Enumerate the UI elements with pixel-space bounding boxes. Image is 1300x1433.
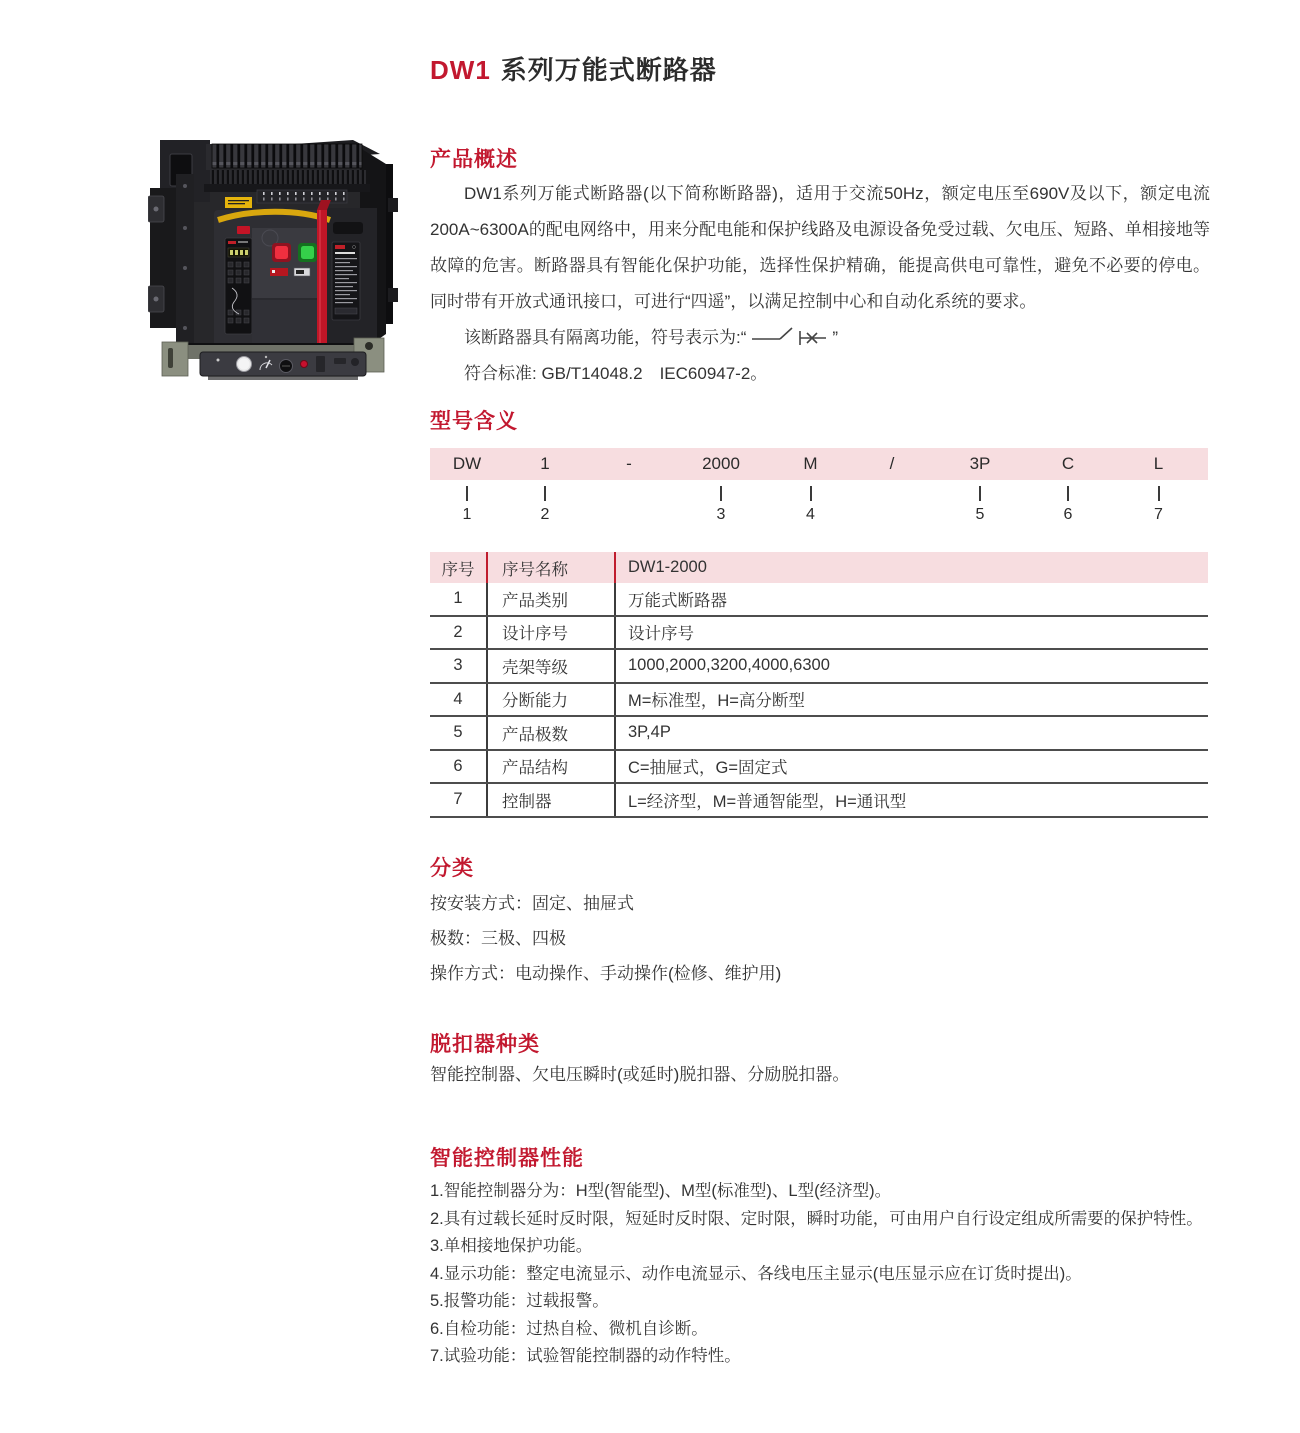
column-header: DW1-2000 bbox=[615, 552, 1208, 583]
table-cell: 设计序号 bbox=[615, 616, 1208, 650]
table-cell: 壳架等级 bbox=[487, 649, 615, 683]
model-spec-table bbox=[430, 552, 1208, 818]
table-cell: M=标准型，H=高分断型 bbox=[615, 683, 1208, 717]
breaker-product-image bbox=[148, 138, 403, 388]
performance-item: 3.单相接地保护功能。 bbox=[430, 1237, 593, 1255]
table-cell: 1000,2000,3200,4000,6300 bbox=[615, 649, 1208, 683]
model-segment: L bbox=[1153, 454, 1164, 473]
table-row bbox=[430, 649, 1208, 683]
page-title-model: DW1 bbox=[430, 55, 491, 85]
page-title-text: 系列万能式断路器 bbox=[500, 55, 717, 85]
segment-number: 7 bbox=[1154, 506, 1163, 523]
performance-item: 5.报警功能：过载报警。 bbox=[430, 1292, 609, 1310]
classification-line: 操作方式：电动操作、手动操作(检修、维护用) bbox=[430, 964, 782, 983]
table-row bbox=[430, 750, 1208, 784]
table-cell: C=抽屉式，G=固定式 bbox=[615, 750, 1208, 784]
table-cell: 控制器 bbox=[487, 783, 615, 817]
tick-mark bbox=[851, 484, 933, 502]
performance-heading: 智能控制器性能 bbox=[430, 1147, 584, 1170]
standards-note: 符合标准: GB/T14048.2 IEC60947-2。 bbox=[464, 364, 768, 383]
table-cell: L=经济型，M=普通智能型，H=通讯型 bbox=[615, 783, 1208, 817]
table-cell: 3 bbox=[430, 649, 487, 683]
model-number-row bbox=[430, 504, 1208, 526]
table-row bbox=[430, 616, 1208, 650]
performance-item: 1.智能控制器分为：H型(智能型)、M型(标准型)、L型(经济型)。 bbox=[430, 1182, 892, 1200]
table-header-row bbox=[430, 552, 1208, 583]
model-segment: C bbox=[1061, 454, 1075, 473]
model-segment: 3P bbox=[969, 454, 991, 473]
table-cell: 分断能力 bbox=[487, 683, 615, 717]
table-row bbox=[430, 583, 1208, 616]
segment-number: 1 bbox=[462, 506, 472, 523]
table-cell: 6 bbox=[430, 750, 487, 784]
table-cell: 产品类别 bbox=[487, 583, 615, 616]
isolation-note: 该断路器具有隔离功能，符号表示为:“ ” bbox=[430, 320, 1210, 356]
table-cell: 1 bbox=[430, 583, 487, 616]
classification-heading: 分类 bbox=[430, 857, 474, 880]
column-header: 序号 bbox=[430, 552, 487, 583]
segment-number bbox=[851, 504, 933, 526]
performance-item: 4.显示功能：整定电流显示、动作电流显示、各线电压主显示(电压显示应在订货时提出)。 bbox=[430, 1264, 1082, 1283]
performance-list bbox=[430, 1178, 1215, 1371]
segment-number: 3 bbox=[716, 506, 726, 523]
trip-units-heading: 脱扣器种类 bbox=[430, 1033, 540, 1056]
table-row bbox=[430, 716, 1208, 750]
trip-units-line: 智能控制器、欠电压瞬时(或延时)脱扣器、分励脱扣器。 bbox=[430, 1065, 850, 1084]
model-code-band bbox=[430, 448, 1208, 480]
model-segment: DW bbox=[452, 454, 482, 473]
tick-mark bbox=[1109, 484, 1208, 502]
trip-units-body bbox=[430, 1060, 1210, 1090]
tick-mark bbox=[770, 484, 851, 502]
segment-number: 4 bbox=[806, 506, 815, 523]
segment-number: 5 bbox=[975, 506, 985, 523]
model-tick-row bbox=[430, 484, 1208, 502]
table-cell: 产品结构 bbox=[487, 750, 615, 784]
classification-line: 极数：三极、四极 bbox=[430, 929, 566, 948]
table-cell: 产品极数 bbox=[487, 716, 615, 750]
table-cell: 设计序号 bbox=[487, 616, 615, 650]
tick-mark bbox=[1027, 484, 1109, 502]
performance-item: 2.具有过载长延时反时限，短延时反时限、定时限，瞬时功能，可由用户自行设定组成所需要的保护特性。 bbox=[430, 1209, 1203, 1228]
segment-number: 6 bbox=[1063, 506, 1073, 523]
table-row bbox=[430, 683, 1208, 717]
tick-mark bbox=[672, 484, 770, 502]
tick-mark bbox=[586, 484, 672, 502]
segment-number bbox=[586, 504, 672, 526]
table-cell: 7 bbox=[430, 783, 487, 817]
page-title bbox=[430, 50, 717, 87]
table-cell: 4 bbox=[430, 683, 487, 717]
model-segment: - bbox=[626, 454, 632, 473]
classification-body bbox=[430, 886, 1210, 991]
table-cell: 万能式断路器 bbox=[615, 583, 1208, 616]
segment-number: 2 bbox=[540, 506, 550, 523]
model-segment: / bbox=[889, 454, 895, 473]
model-segment: M bbox=[803, 454, 818, 473]
overview-heading: 产品概述 bbox=[430, 148, 518, 171]
performance-item: 7.试验功能：试验智能控制器的动作特性。 bbox=[430, 1347, 741, 1365]
column-header: 序号名称 bbox=[487, 552, 615, 583]
performance-item: 6.自检功能：过热自检、微机自诊断。 bbox=[430, 1319, 708, 1338]
overview-paragraph: DW1系列万能式断路器(以下简称断路器)，适用于交流50Hz，额定电压至690V及以下，额定电流200A~6300A的配电网络中，用来分配电能和保护线路及电源设备免受过载、欠电压、短路、单相接地等故障的危害。断路器具有智能化保护功能，选择性保护精确，能提高供电可靠性，避免不必要的停电。同时带有开放式通讯接口，可进行“四遥”，以满足控制中心和自动化系统的要求。 bbox=[430, 184, 1210, 311]
circuit-breaker-illustration bbox=[148, 138, 403, 388]
model-segment: 1 bbox=[540, 454, 550, 473]
tick-mark bbox=[933, 484, 1027, 502]
tick-mark bbox=[430, 484, 504, 502]
classification-line: 按安装方式：固定、抽屉式 bbox=[430, 894, 634, 913]
table-cell: 3P,4P bbox=[615, 716, 1208, 750]
tick-mark bbox=[504, 484, 586, 502]
isolation-function-symbol-icon bbox=[750, 324, 828, 346]
model-heading: 型号含义 bbox=[430, 410, 518, 433]
table-cell: 5 bbox=[430, 716, 487, 750]
table-row bbox=[430, 783, 1208, 817]
model-segment: 2000 bbox=[702, 454, 740, 473]
overview-body bbox=[430, 176, 1210, 392]
table-cell: 2 bbox=[430, 616, 487, 650]
